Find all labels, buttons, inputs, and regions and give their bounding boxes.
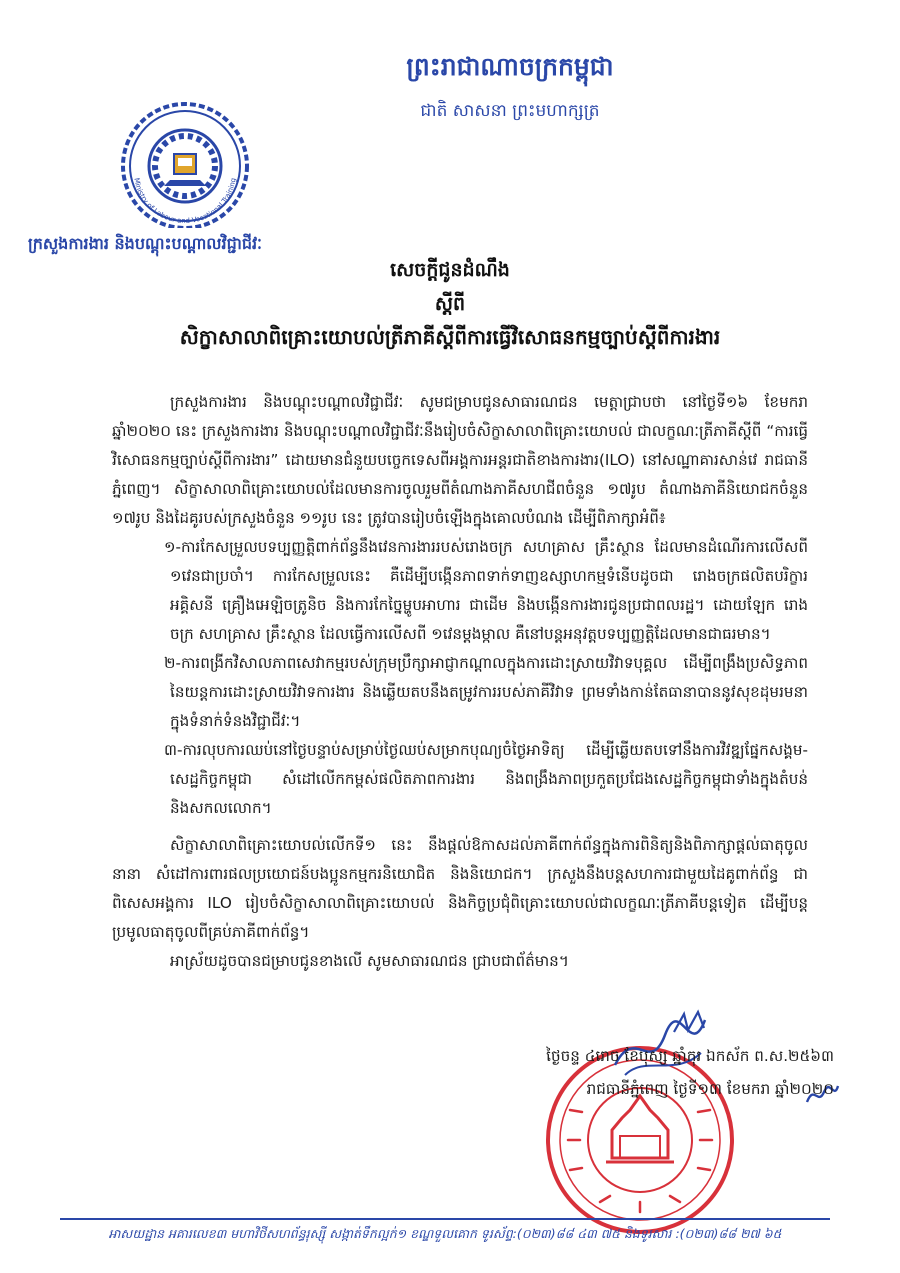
intro-paragraph: ក្រសួងការងារ និងបណ្ដុះបណ្ដាលវិជ្ជាជីវៈ សូមជម្រាបជូនសាធារណជន មេត្តាជ្រាបថា នៅថ្ងៃទី១៦ ខែមករា ឆ្នាំ២០២០ នេះ ក្រសួងការងារ និងបណ្ដុះបណ្ដាលវិជ្ជាជីវៈនឹងរៀបចំសិក្ខាសាលាពិគ្រោះយោបល់ ជាលក្ខណៈត្រីភាគីស្ដីពី “ការធ្វើវិសោធនកម្មច្បាប់ស្ដីពីការងារ” ដោយមានជំនួយបច្ចេកទេសពីអង្គការអន្តរជាតិខាងការងារ(ILO) នៅសណ្ឋាគារសាន់វេ រាជធានីភ្នំពេញ។ សិក្ខាសាលាពិគ្រោះយោបល់ដែលមានការចូលរួមពីតំណាងភាគីសហជីពចំនួន ១៧រូប តំណាងភាគីនិយោជកចំនួន ១៧រូប និងដៃគូរបស់ក្រសួងចំនួន ១១រូប នេះ ត្រូវបានរៀបចំឡើងក្នុងគោលបំណង ដើម្បីពិភាក្សាអំពី៖ xyxy=(112,393,808,527)
closing-line: អាស្រ័យដូចបានជម្រាបជូនខាងលើ សូមសាធារណជន ជ្រាបជាព័ត៌មាន។ xyxy=(170,952,569,970)
footer-address: អាសយដ្ឋាន អគារលេខ៣ មហាវិថីសហព័ន្ធរុស្ស៊ី សង្កាត់ទឹកល្អក់១ ខណ្ឌទួលគោក ទូរស័ព្ទ:(០២៣)៨៨ ៤៣ ៧៥ និងទូរសារ :(០២៣)៨៨ ២៧ ៦៥ xyxy=(108,1226,782,1241)
motto: ជាតិ សាសនា ព្រះមហាក្សត្រ xyxy=(420,101,600,121)
agenda-item-1: ១-ការកែសម្រួលបទប្បញ្ញត្តិពាក់ព័ន្ធនឹងវេនការងាររបស់រោងចក្រ សហគ្រាស គ្រឹះស្ថាន ដែលមានដំណើរការលើសពី ១វេនជាប្រចាំ។ ការកែសម្រួលនេះ គឺដើម្បីបង្កើនភាពទាក់ទាញឧស្សាហកម្មទំនើបដូចជា រោងចក្រផលិតបរិក្ខារអគ្គិសនី គ្រឿងអេឡិចត្រូនិច និងការកែច្នៃម្ហូបអាហារ ជាដើម និងបង្កើនការងារជូនប្រជាពលរដ្ឋ។ ដោយឡែក រោងចក្រ សហគ្រាស គ្រឹះស្ថាន ដែលធ្វើការលើសពី ១វេនម្ដងម្កាល គឺនៅបន្តអនុវត្តបទប្បញ្ញត្តិដែលមានជាធរមាន។ xyxy=(164,538,808,643)
initial-mark xyxy=(670,1008,710,1038)
kingdom-heading: ព្រះរាជាណាចក្រកម្ពុជា xyxy=(406,52,614,81)
notice-subtitle-about: ស្ដីពី xyxy=(434,293,466,315)
logo-text: Ministry of Labour and Vocational Training xyxy=(132,177,238,226)
solar-date: រាជធានីភ្នំពេញ ថ្ងៃទី១៣ ខែមករា ឆ្នាំ២០២០ xyxy=(586,1080,834,1098)
notice-body xyxy=(112,388,808,976)
notice-subject: សិក្ខាសាលាពិគ្រោះយោបល់ត្រីភាគីស្ដីពីការធ្វើវិសោធនកម្មច្បាប់ស្ដីពីការងារ xyxy=(179,325,721,349)
notice-title: សេចក្ដីជូនដំណឹង xyxy=(390,259,510,281)
agenda-item-3: ៣-ការលុបការឈប់នៅថ្ងៃបន្ទាប់សម្រាប់ថ្ងៃឈប់សម្រាកបុណ្យចំថ្ងៃអាទិត្យ ដើម្បីឆ្លើយតបទៅនឹងការវិវឌ្ឍផ្នែកសង្គម-សេដ្ឋកិច្ចកម្ពុជា សំដៅលើកកម្ពស់ផលិតភាពការងារ និងពង្រឹងភាពប្រកួតប្រជែងសេដ្ឋកិច្ចកម្ពុជាទាំងក្នុងតំបន់ និងសកលលោក។ xyxy=(164,741,808,817)
footer-divider xyxy=(60,1218,830,1220)
second-paragraph: សិក្ខាសាលាពិគ្រោះយោបល់លើកទី១ នេះ នឹងផ្ដល់ឱកាសដល់ភាគីពាក់ព័ន្ធក្នុងការពិនិត្យនិងពិភាក្សាផ្ដល់ធាតុចូលនានា សំដៅការពារផលប្រយោជន៍បងប្អូនកម្មករនិយោជិត និងនិយោជក។ ក្រសួងនឹងបន្តសហការជាមួយដៃគូពាក់ព័ន្ធ ជាពិសេសអង្គការ ILO រៀបចំសិក្ខាសាលាពិគ្រោះយោបល់ និងកិច្ចប្រជុំពិគ្រោះយោបល់ជាលក្ខណៈត្រីភាគីបន្តទៀត ដើម្បីបន្តប្រមូលធាតុចូលពីគ្រប់ភាគីពាក់ព័ន្ធ។ xyxy=(112,836,808,941)
ministry-logo xyxy=(112,96,258,228)
lunar-date: ថ្ងៃចន្ទ ៤រោច ខែបុស្ស ឆ្នាំកុរ ឯកស័ក ព.ស.២៥៦៣ xyxy=(546,1047,834,1065)
ministry-name: ក្រសួងការងារ និងបណ្ដុះបណ្ដាលវិជ្ជាជីវៈ xyxy=(28,234,262,253)
agenda-item-2: ២-ការពង្រីកវិសាលភាពសេវាកម្មរបស់ក្រុមប្រឹក្សាអាជ្ញាកណ្ដាលក្នុងការដោះស្រាយវិវាទបុគ្គល ដើម្បីពង្រឹងប្រសិទ្ធភាពនៃយន្តការដោះស្រាយវិវាទការងារ និងឆ្លើយតបនឹងតម្រូវការរបស់ភាគីវិវាទ ព្រមទាំងកាន់តែធានាបាននូវសុខដុមរមនាក្នុងទំនាក់ទំនងវិជ្ជាជីវៈ។ xyxy=(164,654,808,730)
